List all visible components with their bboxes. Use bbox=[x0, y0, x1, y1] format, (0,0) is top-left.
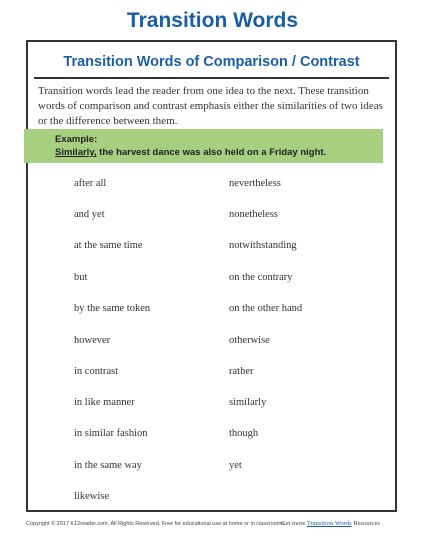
word-item: and yet bbox=[74, 209, 105, 220]
word-item: at the same time bbox=[74, 240, 143, 251]
intro-paragraph: Transition words lead the reader from one idea to the next. These transition words of comparison and contrast emphasis either the similarities of two ideas or the difference between them. bbox=[38, 85, 383, 127]
word-item: by the same token bbox=[74, 303, 151, 314]
word-item: nevertheless bbox=[229, 178, 281, 189]
transition-words-link[interactable]: Transition Words bbox=[306, 520, 352, 527]
example-label: Example: bbox=[55, 134, 98, 145]
example-callout bbox=[24, 129, 383, 163]
word-item: similarly bbox=[229, 397, 267, 408]
footer-more-suffix: Resources bbox=[351, 520, 381, 527]
example-sentence bbox=[55, 146, 383, 159]
footer-more-prefix: Get more bbox=[281, 520, 307, 527]
word-item: on the other hand bbox=[229, 303, 303, 314]
word-item: but bbox=[74, 272, 88, 283]
word-item: nonetheless bbox=[229, 209, 278, 220]
footer-resources bbox=[281, 520, 380, 527]
word-item: rather bbox=[229, 366, 254, 377]
word-item: though bbox=[229, 428, 259, 439]
word-item: in like manner bbox=[74, 397, 135, 408]
example-sentence-rest: the harvest dance was also held on a Friday night. bbox=[96, 147, 327, 158]
word-item: likewise bbox=[74, 491, 109, 502]
word-item: notwithstanding bbox=[229, 240, 297, 251]
word-item: yet bbox=[229, 460, 242, 471]
worksheet-title: Transition Words of Comparison / Contrast bbox=[63, 54, 360, 70]
word-item: in similar fashion bbox=[74, 428, 148, 439]
example-underlined-word: Similarly, bbox=[55, 147, 97, 158]
title-divider bbox=[34, 77, 389, 79]
word-item: in contrast bbox=[74, 366, 119, 377]
word-item: in the same way bbox=[74, 460, 142, 471]
word-item: on the contrary bbox=[229, 272, 293, 283]
word-item: after all bbox=[74, 178, 107, 189]
word-item: however bbox=[74, 335, 111, 346]
copyright-text: Copyright © 2017 K12reader.com. All Rights Reserved. Free for educational use at home or in classrooms. bbox=[26, 521, 286, 527]
word-item: otherwise bbox=[229, 335, 270, 346]
page-title: Transition Words bbox=[126, 9, 299, 32]
